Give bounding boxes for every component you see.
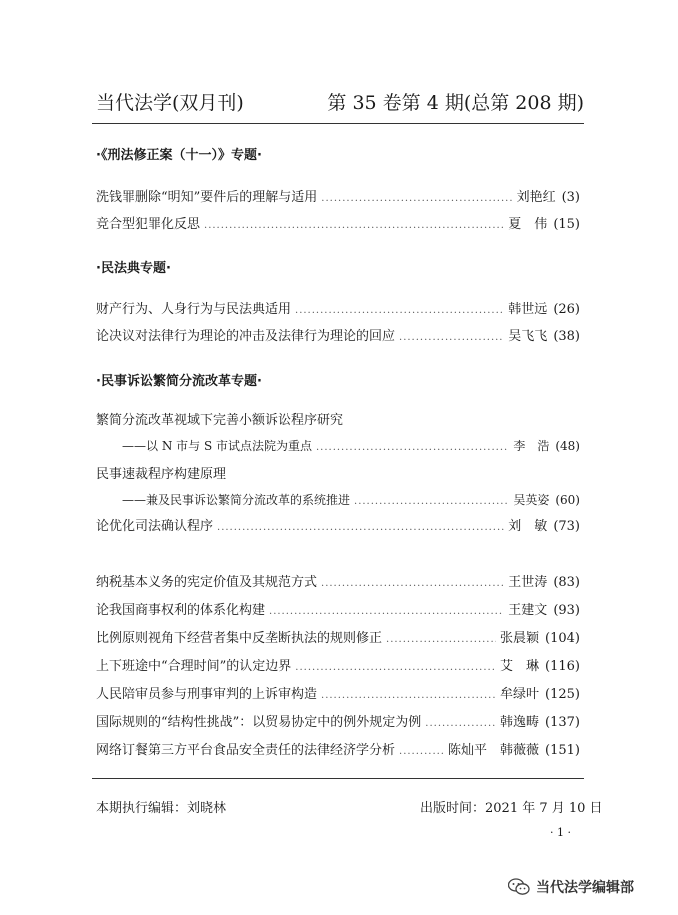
toc-entry[interactable]: [96, 327, 580, 347]
dot-leader: [386, 630, 496, 650]
entry-author: 牟绿叶: [500, 687, 540, 702]
entry-title: 纳税基本义务的宪定价值及其规范方式: [96, 575, 318, 590]
entry-author: 张晨颖: [500, 631, 540, 646]
section-heading-criminal-law: ·《刑法修正案（十一）》专题·: [96, 148, 262, 163]
entry-title: 论我国商事权利的体系化构建: [96, 603, 266, 618]
dot-leader: [217, 518, 504, 538]
entry-page: (48): [555, 439, 580, 453]
dot-leader: [399, 742, 444, 762]
toc-entry[interactable]: [96, 657, 580, 677]
toc-entry[interactable]: [96, 741, 580, 761]
toc-entry[interactable]: [96, 629, 580, 649]
toc-entry[interactable]: [96, 601, 580, 621]
entry-author: 陈灿平 韩薇薇: [448, 743, 540, 758]
entry-page: (116): [545, 659, 580, 674]
section-heading-civil-procedure: ·民事诉讼繁简分流改革专题·: [96, 374, 262, 389]
entry-title: 论决议对法律行为理论的冲击及法律行为理论的回应: [96, 329, 396, 344]
entry-title[interactable]: 繁简分流改革视域下完善小额诉讼程序研究: [96, 413, 344, 428]
toc-entry[interactable]: [122, 490, 580, 510]
dot-leader: [425, 714, 496, 734]
entry-title: 人民陪审员参与刑事审判的上诉审构造: [96, 687, 318, 702]
dot-leader: [295, 301, 504, 321]
entry-title: 网络订餐第三方平台食品安全责任的法律经济学分析: [96, 743, 396, 758]
entry-page: (104): [545, 631, 580, 646]
entry-page: (60): [555, 493, 580, 507]
dot-leader: [321, 574, 504, 594]
publish-date: 出版时间：2021 年 7 月 10 日: [420, 801, 603, 816]
wechat-icon: [508, 878, 530, 896]
toc-entry[interactable]: [96, 188, 580, 208]
header-rule: [92, 123, 584, 124]
entry-subtitle: ——兼及民事诉讼繁简分流改革的系统推进: [122, 493, 351, 507]
toc-entry[interactable]: [96, 517, 580, 537]
entry-author: 吴飞飞: [508, 329, 548, 344]
watermark-text: 当代法学编辑部: [536, 880, 634, 896]
entry-page: (137): [545, 715, 580, 730]
footer-rule: [92, 778, 584, 779]
entry-page: (151): [545, 743, 580, 758]
volume-info: 第 35 卷第 4 期(总第 208 期): [327, 92, 584, 114]
dot-leader: [321, 189, 512, 209]
entry-page: (83): [553, 575, 580, 590]
entry-author: 刘艳红: [516, 190, 556, 205]
entry-page: (26): [553, 302, 580, 317]
toc-entry[interactable]: [96, 215, 580, 235]
entry-title: 比例原则视角下经营者集中反垄断执法的规则修正: [96, 631, 383, 646]
entry-page: (38): [553, 329, 580, 344]
toc-entry[interactable]: [96, 713, 580, 733]
entry-author: 王世涛: [508, 575, 548, 590]
dot-leader: [321, 686, 496, 706]
entry-title: 国际规则的“结构性挑战”：以贸易协定中的例外规定为例: [96, 715, 422, 730]
journal-title: 当代法学(双月刊): [96, 92, 244, 114]
entry-author: 韩世远: [508, 302, 548, 317]
entry-author: 刘 敏: [508, 519, 548, 534]
journal-header: [96, 88, 584, 118]
executive-editor: 本期执行编辑：刘晓林: [96, 801, 227, 816]
section-heading-civil-code: ·民法典专题·: [96, 261, 171, 276]
entry-title: 洗钱罪删除“明知”要件后的理解与适用: [96, 190, 318, 205]
toc-entry[interactable]: [96, 300, 580, 320]
entry-author: 王建文: [508, 603, 548, 618]
entry-author: 韩逸畴: [500, 715, 540, 730]
entry-page: (93): [553, 603, 580, 618]
entry-title: 上下班途中“合理时间”的认定边界: [96, 659, 292, 674]
entry-author: 夏 伟: [508, 217, 548, 232]
page-number: · 1 ·: [550, 826, 571, 839]
entry-author: 艾 琳: [500, 659, 540, 674]
entry-title: 财产行为、人身行为与民法典适用: [96, 302, 292, 317]
entry-title: 论优化司法确认程序: [96, 519, 214, 534]
entry-subtitle: ——以 N 市与 S 市试点法院为重点: [122, 439, 312, 453]
entry-page: (15): [553, 217, 580, 232]
dot-leader: [399, 328, 504, 348]
entry-title[interactable]: 民事速裁程序构建原理: [96, 467, 227, 482]
dot-leader: [269, 602, 504, 622]
dot-leader: [204, 216, 504, 236]
dot-leader: [295, 658, 496, 678]
dot-leader: [316, 438, 509, 458]
dot-leader: [354, 492, 509, 512]
entry-title: 竞合型犯罪化反思: [96, 217, 201, 232]
entry-page: (3): [561, 190, 580, 205]
toc-entry[interactable]: [122, 436, 580, 456]
wechat-watermark: [508, 876, 634, 898]
entry-author: 李 浩: [513, 439, 550, 453]
entry-page: (125): [545, 687, 580, 702]
toc-entry[interactable]: [96, 685, 580, 705]
toc-entry[interactable]: [96, 573, 580, 593]
entry-page: (73): [553, 519, 580, 534]
entry-author: 吴英姿: [513, 493, 550, 507]
